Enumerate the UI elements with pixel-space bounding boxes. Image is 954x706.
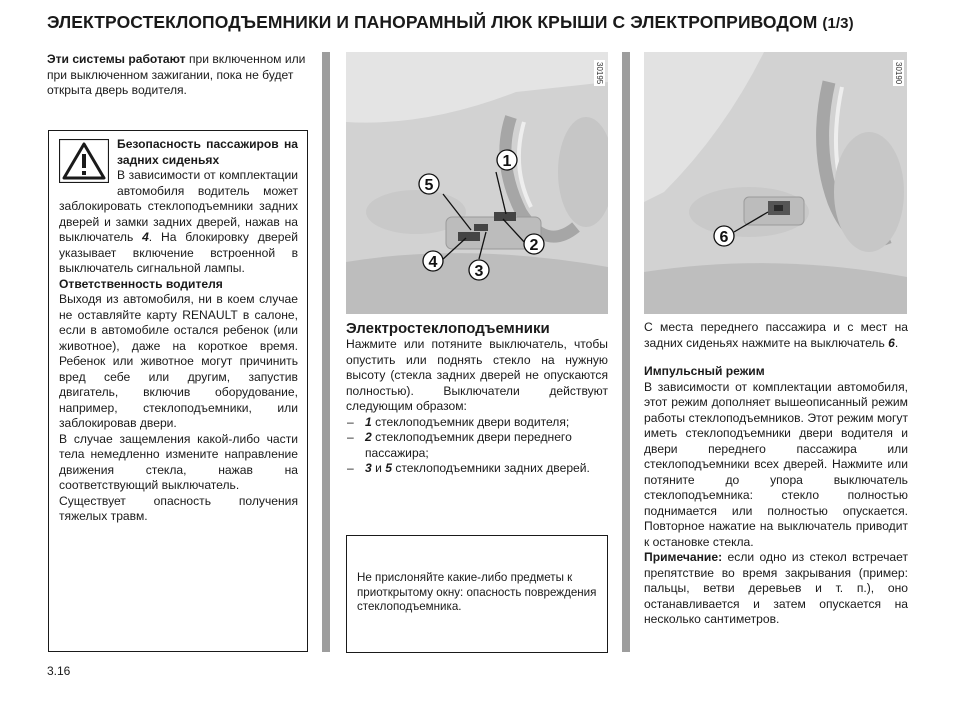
- caution-box: [346, 535, 608, 653]
- responsibility-text: Выходя из автомобиля, ни в коем случае не оставляйте карту RENAULT в салоне, если в автомобиле остался ребенок (или животное), даже на короткое время. Ребенок или животное могут причинить вред себе или другим, запустив двигатель, включив оборудование, например, стеклоподъемники, или заблокировав двери.: [59, 292, 298, 430]
- switch-list: [346, 415, 608, 477]
- windows-section: [346, 337, 608, 477]
- list-item-conjunction: и: [371, 461, 386, 475]
- photo-code-left: 30195: [595, 62, 604, 85]
- intro-rest: при включенном или при выключенном зажигании, пока не будет открыта дверь водителя.: [47, 52, 306, 97]
- list-item-number: 1: [365, 414, 372, 429]
- page-number: 3.16: [47, 664, 71, 678]
- driver-door-illustration: [346, 52, 608, 314]
- right-column: [644, 320, 908, 628]
- injury-text: Существует опасность получения тяжелых травм.: [59, 493, 298, 523]
- passenger-door-illustration: [644, 52, 907, 314]
- page-title-suffix: (1/3): [822, 15, 854, 32]
- warning-body: [59, 168, 298, 277]
- impulse-text: В зависимости от комплектации автомобиля, этот режим дополняет вышеописанный режим работы стеклоподъемников. Этот режим могут иметь стеклоподъемники двери водителя и двери переднего пассажира или стеклоподъемники всех дверей. Нажмите или потяните до упора выключатель стеклоподъемника: стекло полностью поднимается или полностью опускается. Повторное нажатие на выключатель приводит к остановке стекла.: [644, 379, 908, 549]
- pinch-text: В случае защемления какой-либо части тела немедленно измените направление движения стекла, нажав на соответствующий выключатель.: [59, 431, 298, 492]
- warning-box: [48, 130, 308, 652]
- intro-bold: Эти системы работают: [47, 52, 186, 66]
- list-item: [346, 461, 608, 477]
- passenger-paragraph: [644, 320, 908, 351]
- warning-body-end: . На блокировку дверей указывает включение встроенной в выключатель сигнальной лампы.: [59, 230, 298, 275]
- list-item-number: 3: [365, 461, 372, 475]
- impulse-note-label: Примечание:: [644, 550, 723, 564]
- list-item-number-2: 5: [385, 461, 392, 475]
- warning-body-text: В зависимости от комплектации автомобиля водитель может заблокировать стеклоподъемники задних дверей и замки задних дверей, нажав на выключатель: [59, 168, 298, 244]
- caution-text: Не прислоняйте какие-либо предметы к приоткрытому окну: опасность повреждения стеклоподъемника.: [357, 571, 597, 613]
- callout-1-label: 1: [502, 153, 512, 170]
- warning-heading: Безопасность пассажиров на задних сиденьях: [117, 137, 298, 167]
- column-divider-left: [322, 52, 330, 652]
- callout-6-label: 6: [719, 229, 729, 246]
- list-item: [346, 430, 608, 461]
- responsibility-heading: Ответственность водителя: [59, 276, 223, 291]
- page-title-text: ЭЛЕКТРОСТЕКЛОПОДЪЕМНИКИ И ПАНОРАМНЫЙ ЛЮК КРЫШИ С ЭЛЕКТРОПРИВОДОМ: [47, 12, 818, 32]
- passenger-switch-number: 6: [888, 335, 895, 350]
- windows-heading: Электростеклоподъемники: [346, 320, 550, 337]
- callout-2-label: 2: [529, 237, 539, 254]
- warning-triangle-icon: [59, 139, 109, 183]
- page-title: [47, 12, 927, 33]
- list-item-text: стеклоподъемники задних дверей.: [391, 461, 590, 475]
- impulse-note: [644, 550, 908, 628]
- callout-3-label: 3: [474, 263, 484, 280]
- impulse-note-text: если одно из стекол встречает препятствие во время закрывания (пример: пальцы, ветви деревьев и т. п.), оно останавливается и затем опускается на несколько сантиметров.: [644, 550, 908, 626]
- passenger-door-photo: [644, 52, 907, 314]
- intro-paragraph: [47, 52, 310, 99]
- callout-4-label: 4: [428, 254, 438, 271]
- windows-intro: Нажмите или потяните выключатель, чтобы опустить или поднять стекло на нужную высоту (стекла задних дверей не опускаются полностью). Выключатели действуют следующим образом:: [346, 337, 608, 413]
- list-item-text: стеклоподъемник двери переднего пассажира;: [365, 430, 572, 460]
- warning-body-number: 4: [142, 230, 149, 244]
- driver-door-photo: [346, 52, 608, 314]
- passenger-text-end: .: [894, 335, 899, 350]
- list-item-text: стеклоподъемник двери водителя;: [371, 414, 570, 429]
- list-item-number: 2: [365, 430, 372, 444]
- callout-5-label: 5: [424, 177, 434, 194]
- list-item: [346, 415, 608, 431]
- photo-code-right: 30190: [894, 62, 903, 85]
- impulse-heading: Импульсный режим: [644, 364, 765, 378]
- column-divider-right: [622, 52, 630, 652]
- passenger-text: С места переднего пассажира и с мест на задних сиденьях нажмите на выключатель: [644, 320, 908, 350]
